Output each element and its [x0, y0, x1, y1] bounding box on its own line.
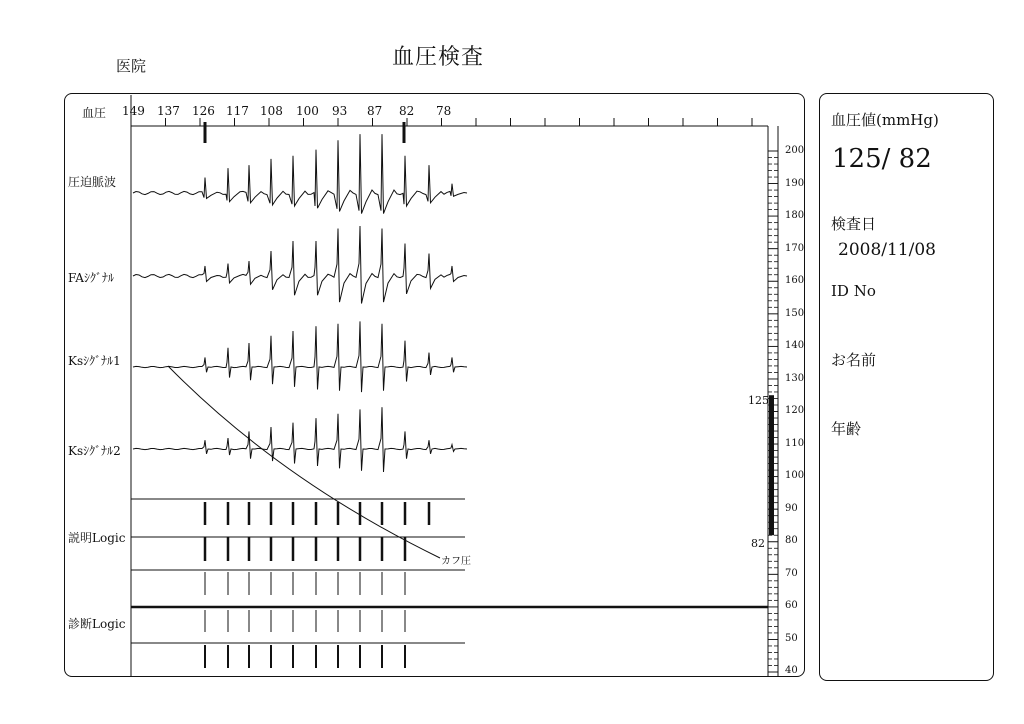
systolic-marker: 125: [748, 394, 769, 407]
cuff-pressure-label: カフ圧: [441, 556, 471, 567]
bp-tick-label: 108: [260, 104, 283, 118]
row-label-diagnosis-logic: 診断Logic: [68, 617, 126, 631]
scale-label: 50: [785, 633, 798, 644]
name-label: お名前: [831, 351, 877, 369]
row-label-bp: 血圧: [82, 106, 107, 120]
scale-label: 170: [785, 243, 805, 254]
scale-label: 40: [785, 665, 798, 676]
diastolic-marker: 82: [751, 537, 765, 550]
scale-label: 200: [785, 145, 805, 156]
row-label-explain-logic: 説明Logic: [68, 531, 126, 545]
bp-tick-label: 87: [367, 104, 383, 118]
scale-label: 130: [785, 373, 805, 384]
bp-tick-label: 100: [296, 104, 319, 118]
bp-tick-label: 82: [399, 104, 415, 118]
bp-tick-label: 117: [226, 104, 249, 118]
hospital-label: 医院: [116, 57, 147, 75]
fa-signal-trace: [133, 226, 467, 304]
scale-label: 110: [785, 438, 805, 449]
row-label-pressure-wave: 圧迫脈波: [68, 175, 117, 189]
bp-value: 125/ 82: [832, 144, 932, 174]
row-label-ks-signal-2: Ksｼｸﾞﾅﾙ2: [68, 444, 121, 458]
ks-signal-2-trace: [133, 407, 467, 472]
bp-tick-label: 149: [122, 104, 145, 118]
scale-label: 160: [785, 275, 805, 286]
bp-range-bar: [769, 395, 774, 535]
scale-label: 90: [785, 503, 798, 514]
scale-label: 60: [785, 600, 798, 611]
scale-label: 180: [785, 210, 805, 221]
scale-label: 120: [785, 405, 805, 416]
bp-tick-label: 126: [192, 104, 215, 118]
bp-value-label: 血圧値(mmHg): [831, 111, 939, 129]
scale-label: 140: [785, 340, 805, 351]
bp-tick-label: 137: [157, 104, 180, 118]
scale-label: 190: [785, 178, 805, 189]
scale-label: 150: [785, 308, 805, 319]
cuff-pressure-curve: [168, 366, 440, 558]
row-label-ks-signal-1: Ksｼｸﾞﾅﾙ1: [68, 354, 121, 368]
bp-tick-label: 93: [332, 104, 348, 118]
pressure-wave-trace: [133, 134, 467, 214]
bp-tick-label: 78: [436, 104, 452, 118]
scale-label: 100: [785, 470, 805, 481]
exam-date: 2008/11/08: [838, 240, 936, 260]
page-title: 血圧検査: [392, 45, 485, 70]
scale-label: 70: [785, 568, 798, 579]
scale-label: 80: [785, 535, 798, 546]
row-label-fa-signal: FAｼｸﾞﾅﾙ: [68, 271, 114, 285]
age-label: 年齢: [831, 420, 862, 438]
exam-date-label: 検査日: [831, 215, 877, 233]
id-label: ID No: [831, 282, 876, 300]
